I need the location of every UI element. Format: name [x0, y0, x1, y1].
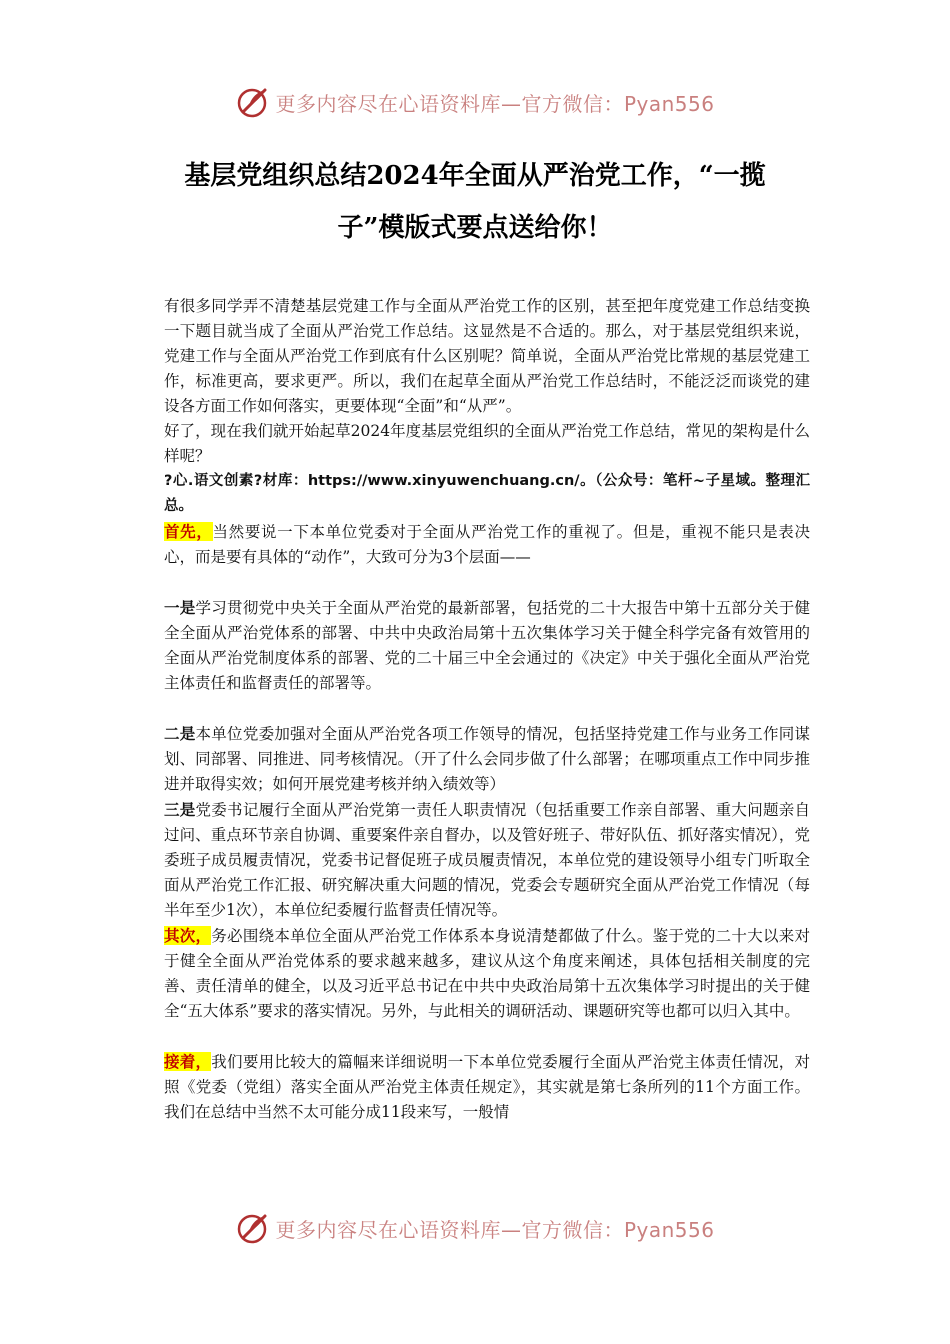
- next-label: 接着，: [164, 1052, 212, 1071]
- source-note: ?心.语文创素?材库：https://www.xinyuwenchuang.cn/。（公众号：笔杆~子星域。整理汇总。: [164, 473, 810, 514]
- first-label: 首先，: [164, 522, 213, 541]
- point-three-paragraph: [164, 797, 810, 923]
- point-two-paragraph: [164, 721, 810, 797]
- quill-logo-icon: [235, 1210, 271, 1246]
- next-text: 我们要用比较大的篇幅来详细说明一下本单位党委履行全面从严治党主体责任情况，对照《党委（党组）落实全面从严治党主体责任规定》，其实就是第七条所列的11个方面工作。我们在总结中当然不太可能分成11段来写，一般情: [164, 1053, 810, 1121]
- banner-text: 更多内容尽在心语资料库—官方微信：Pyan556: [275, 91, 715, 116]
- title-line-2: 子”模版式要点送给你！: [337, 213, 613, 243]
- quill-logo-icon: [235, 84, 271, 120]
- first-text: 当然要说一下本单位党委对于全面从严治党工作的重视了。但是，重视不能只是表决心，而是要有具体的“动作”，大致可分为3个层面——: [164, 523, 810, 566]
- point-one-paragraph: [164, 595, 810, 696]
- title-line-1: 基层党组织总结2024年全面从严治党工作，“一揽: [184, 161, 766, 191]
- point-two-text: 本单位党委加强对全面从严治党各项工作领导的情况，包括坚持党建工作与业务工作同谋划、同部署、同推进、同考核情况。（开了什么会同步做了什么部署；在哪项重点工作中同步推进并取得实效；如何开展党建考核并纳入绩效等）: [164, 725, 810, 793]
- point-three-label: 三是: [164, 800, 196, 819]
- second-paragraph: [164, 923, 810, 1024]
- banner-text: 更多内容尽在心语资料库—官方微信：Pyan556: [275, 1217, 715, 1242]
- point-two-label: 二是: [164, 724, 196, 743]
- paragraph-2: 好了，现在我们就开始起草2024年度基层党组织的全面从严治党工作总结，常见的架构是什么样呢？: [164, 422, 810, 465]
- footer-watermark-banner: [0, 1208, 950, 1248]
- point-one-label: 一是: [164, 598, 196, 617]
- next-paragraph: [164, 1049, 810, 1125]
- point-three-text: 党委书记履行全面从严治党第一责任人职责情况（包括重要工作亲自部署、重大问题亲自过问、重点环节亲自协调、重要案件亲自督办，以及管好班子、带好队伍、抓好落实情况），党委班子成员履责情况，党委书记督促班子成员履责情况，本单位党的建设领导小组专门听取全面从严治党工作汇报、研究解决重大问题的情况，党委会专题研究全面从严治党工作情况（每半年至少1次），本单位纪委履行监督责任情况等。: [164, 801, 810, 919]
- page-title: [95, 150, 855, 254]
- second-label: 其次，: [164, 926, 212, 945]
- intro-paragraph: 有很多同学弄不清楚基层党建工作与全面从严治党工作的区别，甚至把年度党建工作总结变换一下题目就当成了全面从严治党工作总结。这显然是不合适的。那么，对于基层党组织来说，党建工作与全面从严治党工作到底有什么区别呢？简单说，全面从严治党比常规的基层党建工作，标准更高，要求更严。所以，我们在起草全面从严治党工作总结时，不能泛泛而谈党的建设各方面工作如何落实，更要体现“全面”和“从严”。: [164, 297, 810, 415]
- point-one-text: 学习贯彻党中央关于全面从严治党的最新部署，包括党的二十大报告中第十五部分关于健全全面从严治党体系的部署、中共中央政治局第十五次集体学习关于健全科学完备有效管用的全面从严治党制度体系的部署、党的二十届三中全会通过的《决定》中关于强化全面从严治党主体责任和监督责任的部署等。: [164, 599, 810, 692]
- header-watermark-banner: [0, 82, 950, 122]
- first-paragraph: [164, 519, 810, 570]
- article-body: [164, 294, 810, 1125]
- second-text: 务必围绕本单位全面从严治党工作体系本身说清楚都做了什么。鉴于党的二十大以来对于健全全面从严治党体系的要求越来越多，建议从这个角度来阐述，具体包括相关制度的完善、责任清单的健全，以及习近平总书记在中共中央政治局第十五次集体学习时提出的关于健全“五大体系”要求的落实情况。另外，与此相关的调研活动、课题研究等也都可以归入其中。: [164, 927, 810, 1020]
